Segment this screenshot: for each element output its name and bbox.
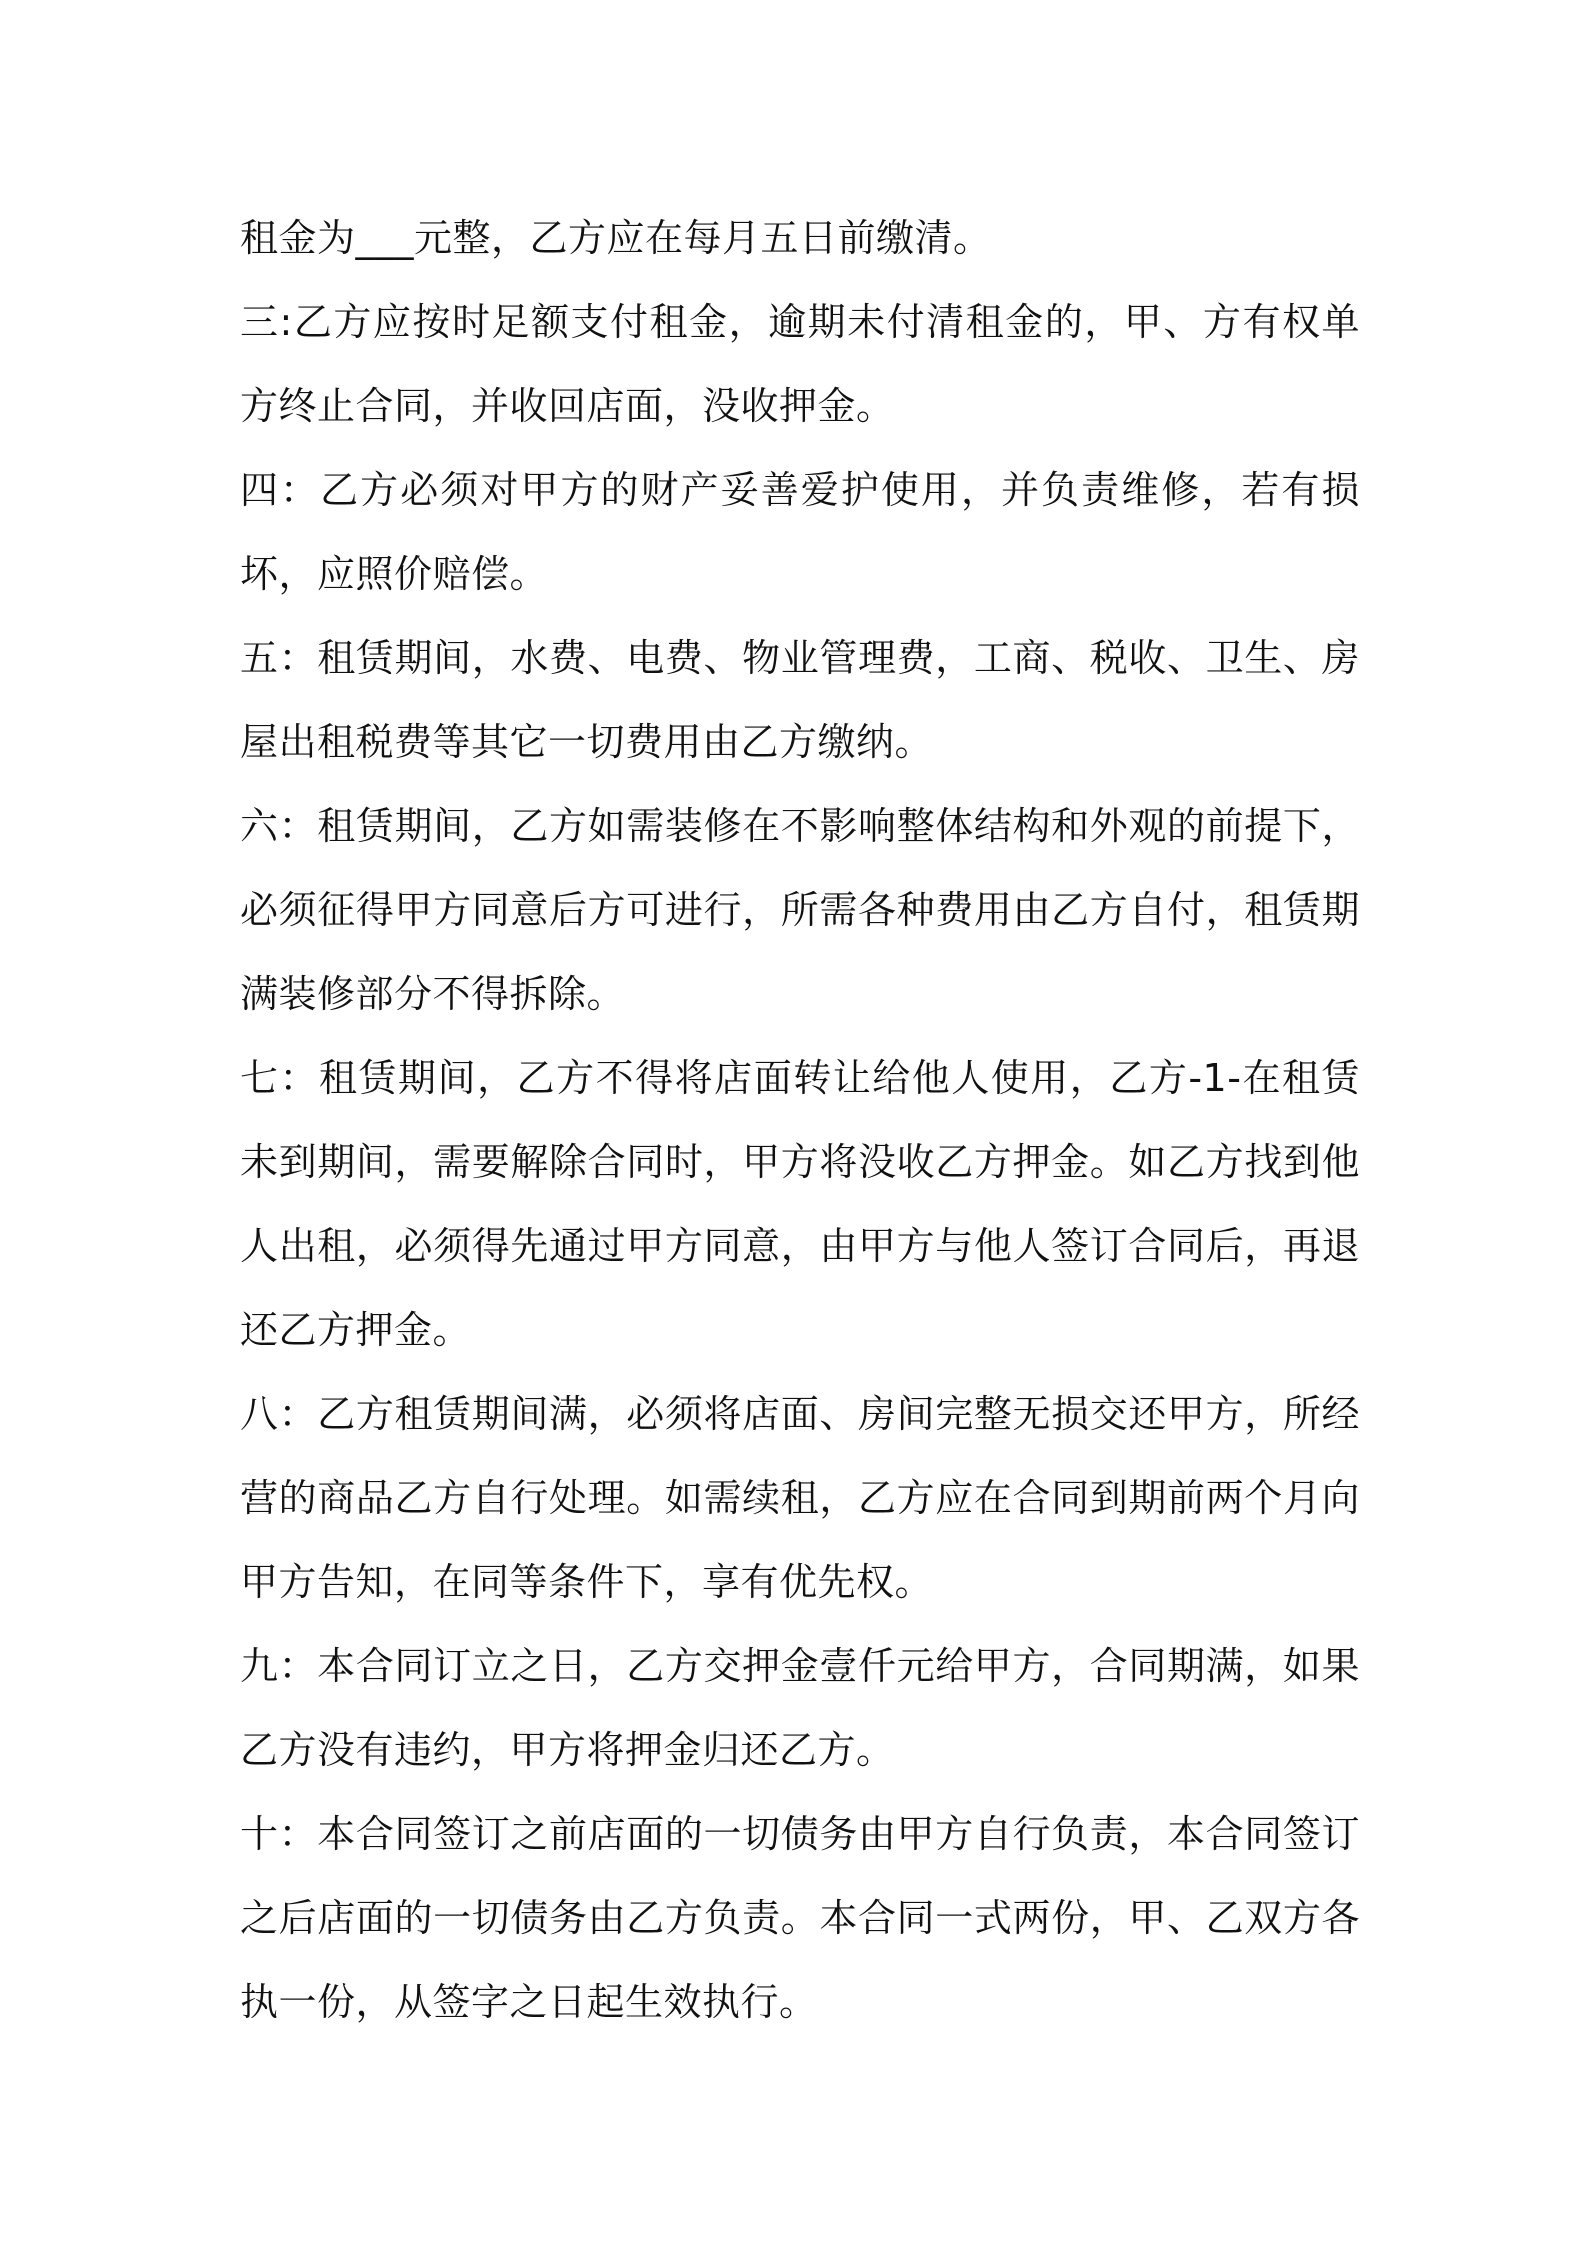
paragraph-rent-amount: 租金为___元整，乙方应在每月五日前缴清。: [240, 216, 992, 260]
paragraph-clause-8: 八：乙方租赁期间满，必须将店面、房间完整无损交还甲方，所经营的商品乙方自行处理。如需续租，乙方应在合同到期前两个月向甲方告知，在同等条件下，享有优先权。: [240, 1392, 1360, 1604]
paragraph-clause-5: 五：租赁期间，水费、电费、物业管理费，工商、税收、卫生、房屋出租税费等其它一切费用由乙方缴纳。: [240, 636, 1360, 764]
paragraph-clause-9: 九：本合同订立之日，乙方交押金壹仟元给甲方，合同期满，如果乙方没有违约，甲方将押金归还乙方。: [240, 1644, 1360, 1772]
contract-body: [240, 196, 1360, 2044]
paragraph-clause-10: 十：本合同签订之前店面的一切债务由甲方自行负责，本合同签订之后店面的一切债务由乙方负责。本合同一式两份，甲、乙双方各执一份，从签字之日起生效执行。: [240, 1812, 1360, 2024]
paragraph-clause-7: 七：租赁期间，乙方不得将店面转让给他人使用，乙方-1-在租赁未到期间，需要解除合同时，甲方将没收乙方押金。如乙方找到他人出租，必须得先通过甲方同意，由甲方与他人签订合同后，再退还乙方押金。: [240, 1056, 1360, 1352]
paragraph-clause-6: 六：租赁期间，乙方如需装修在不影响整体结构和外观的前提下，必须征得甲方同意后方可进行，所需各种费用由乙方自付，租赁期满装修部分不得拆除。: [240, 804, 1360, 1016]
paragraph-clause-4: 四：乙方必须对甲方的财产妥善爱护使用，并负责维修，若有损坏，应照价赔偿。: [240, 468, 1360, 596]
paragraph-clause-3: 三:乙方应按时足额支付租金，逾期未付清租金的，甲、方有权单方终止合同，并收回店面，没收押金。: [240, 300, 1360, 428]
